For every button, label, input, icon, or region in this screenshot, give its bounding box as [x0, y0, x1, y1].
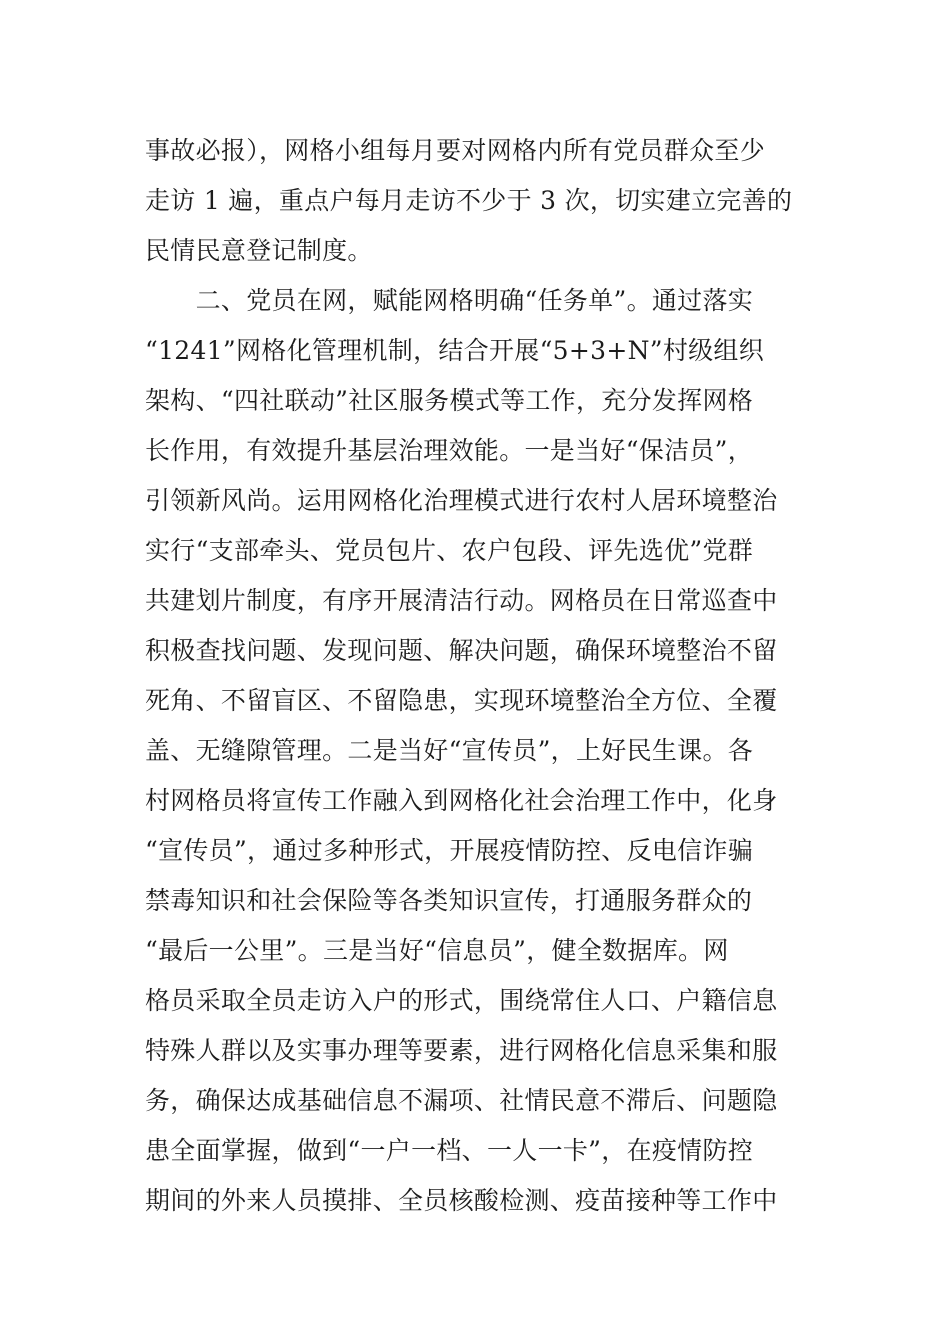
text-line: 引领新风尚。运用网格化治理模式进行农村人居环境整治	[145, 486, 778, 515]
text-line: 共建划片制度，有序开展清洁行动。网格员在日常巡查中	[145, 586, 778, 615]
text-line: 事故必报），网格小组每月要对网格内所有党员群众至少	[145, 136, 766, 165]
text-line: 走访 1 遍，重点户每月走访不少于 3 次，切实建立完善的	[145, 186, 793, 215]
text-line: 格员采取全员走访入户的形式，围绕常住人口、户籍信息	[145, 986, 778, 1015]
text-line: 积极查找问题、发现问题、解决问题，确保环境整治不留	[145, 636, 778, 665]
text-line: 村网格员将宣传工作融入到网格化社会治理工作中，化身	[145, 786, 778, 815]
text-line: 患全面掌握，做到“一户一档、一人一卡”，在疫情防控	[145, 1136, 754, 1165]
text-line: 特殊人群以及实事办理等要素，进行网格化信息采集和服	[145, 1036, 778, 1065]
body-text	[145, 126, 815, 1226]
text-line: 期间的外来人员摸排、全员核酸检测、疫苗接种等工作中	[145, 1186, 778, 1215]
text-line: 实行“支部牵头、党员包片、农户包段、评先选优”党群	[145, 536, 754, 565]
text-line: 架构、“四社联动”社区服务模式等工作，充分发挥网格	[145, 386, 754, 415]
text-line: 死角、不留盲区、不留隐患，实现环境整治全方位、全覆	[145, 686, 778, 715]
text-line: “最后一公里”。三是当好“信息员”，健全数据库。网	[145, 936, 729, 965]
text-line: 长作用，有效提升基层治理效能。一是当好“保洁员”，	[145, 436, 754, 465]
text-line: 盖、无缝隙管理。二是当好“宣传员”，上好民生课。各	[145, 736, 754, 765]
text-line: 务，确保达成基础信息不漏项、社情民意不滞后、问题隐	[145, 1086, 778, 1115]
text-line: “宣传员”，通过多种形式，开展疫情防控、反电信诈骗	[145, 836, 754, 865]
text-line: 民情民意登记制度。	[145, 236, 373, 265]
text-line: 禁毒知识和社会保险等各类知识宣传，打通服务群众的	[145, 886, 753, 915]
text-line: “1241”网格化管理机制，结合开展“5+3+N”村级组织	[145, 336, 765, 365]
text-line: 二、党员在网，赋能网格明确“任务单”。通过落实	[145, 286, 754, 315]
